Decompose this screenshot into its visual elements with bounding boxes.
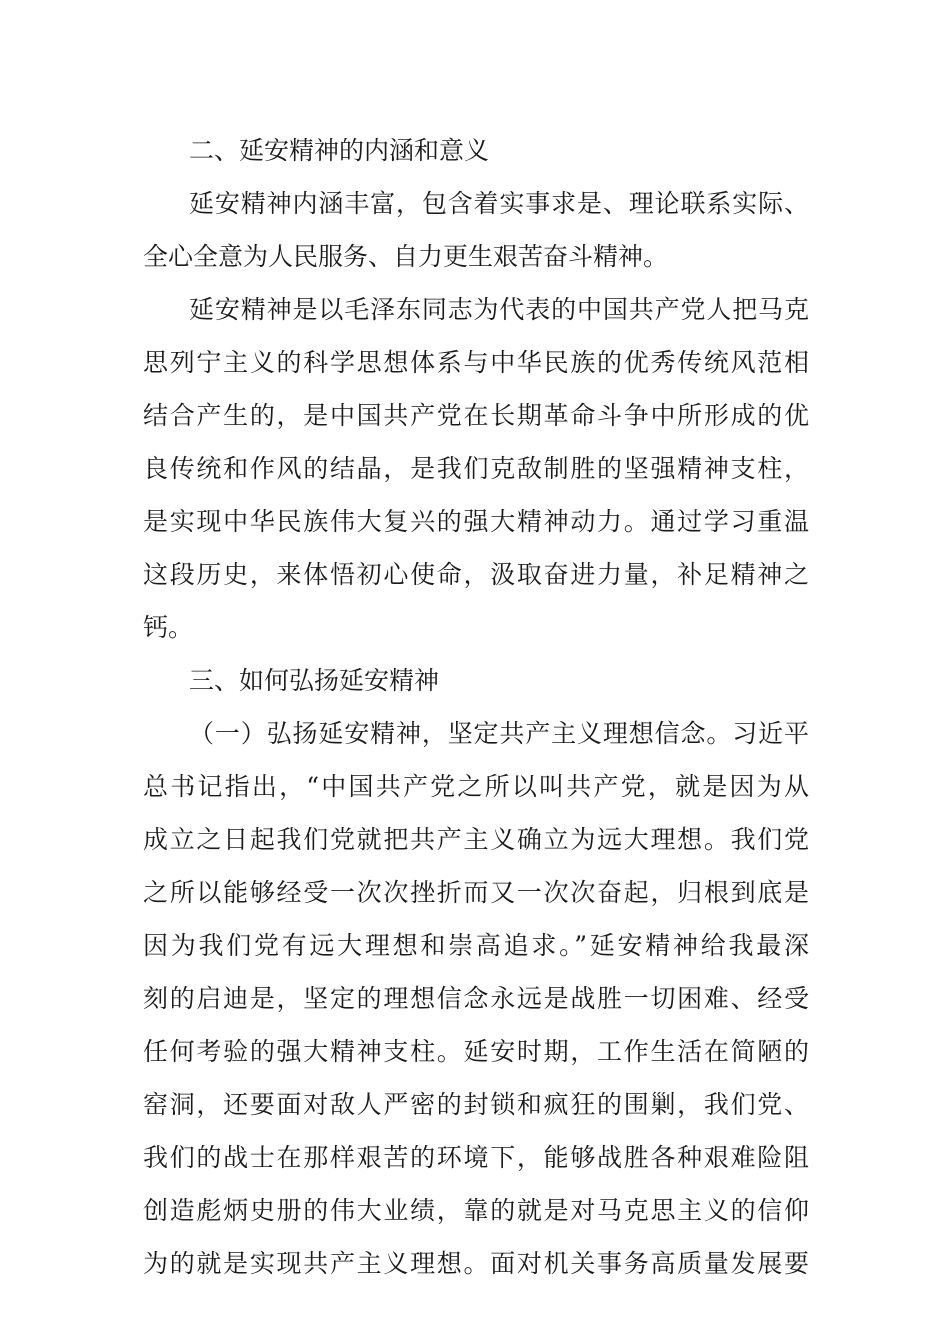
- paragraph-line: 良传统和作风的结晶，是我们克敌制胜的坚强精神支柱，: [143, 454, 809, 483]
- paragraph: [143, 283, 809, 654]
- paragraph-line: 思列宁主义的科学思想体系与中华民族的优秀传统风范相: [143, 348, 809, 377]
- paragraph-line: 是实现中华民族伟大复兴的强大精神动力。通过学习重温: [143, 507, 809, 536]
- paragraph-line: 钙。: [143, 613, 194, 642]
- paragraph: [143, 177, 809, 283]
- paragraph-line: 任何考验的强大精神支柱。延安时期，工作生活在简陋的: [143, 1037, 809, 1066]
- paragraph-line: 窑洞，还要面对敌人严密的封锁和疯狂的围剿，我们党、: [143, 1090, 809, 1119]
- paragraph-line: 因为我们党有远大理想和崇高追求。”延安精神给我最深: [143, 931, 809, 960]
- paragraph: [143, 707, 809, 1290]
- paragraph-line: 之所以能够经受一次次挫折而又一次次奋起，归根到底是: [143, 878, 809, 907]
- paragraph-line: 总书记指出，“中国共产党之所以叫共产党，就是因为从: [143, 772, 809, 801]
- paragraph-line: 成立之日起我们党就把共产主义确立为远大理想。我们党: [143, 825, 809, 854]
- paragraph-line: 为的就是实现共产主义理想。面对机关事务高质量发展要: [143, 1249, 809, 1278]
- paragraph-line: 刻的启迪是，坚定的理想信念永远是战胜一切困难、经受: [143, 984, 809, 1013]
- paragraph-line: 我们的战士在那样艰苦的环境下，能够战胜各种艰难险阻: [143, 1143, 809, 1172]
- paragraph-line: 创造彪炳史册的伟大业绩，靠的就是对马克思主义的信仰: [143, 1196, 809, 1225]
- paragraph-line: 这段历史，来体悟初心使命，汲取奋进力量，补足精神之: [143, 560, 809, 589]
- document-body: [143, 124, 809, 1290]
- paragraph-line: 结合产生的，是中国共产党在长期革命斗争中所形成的优: [143, 401, 809, 430]
- section-heading: 三、如何弘扬延安精神: [189, 666, 440, 695]
- paragraph-line: 延安精神是以毛泽东同志为代表的中国共产党人把马克: [189, 295, 809, 324]
- paragraph-line: 延安精神内涵丰富，包含着实事求是、理论联系实际、: [189, 189, 809, 218]
- paragraph-line: 全心全意为人民服务、自力更生艰苦奋斗精神。: [143, 242, 669, 271]
- section-heading: 二、延安精神的内涵和意义: [189, 136, 490, 165]
- paragraph-line: （一）弘扬延安精神，坚定共产主义理想信念。习近平: [189, 719, 809, 748]
